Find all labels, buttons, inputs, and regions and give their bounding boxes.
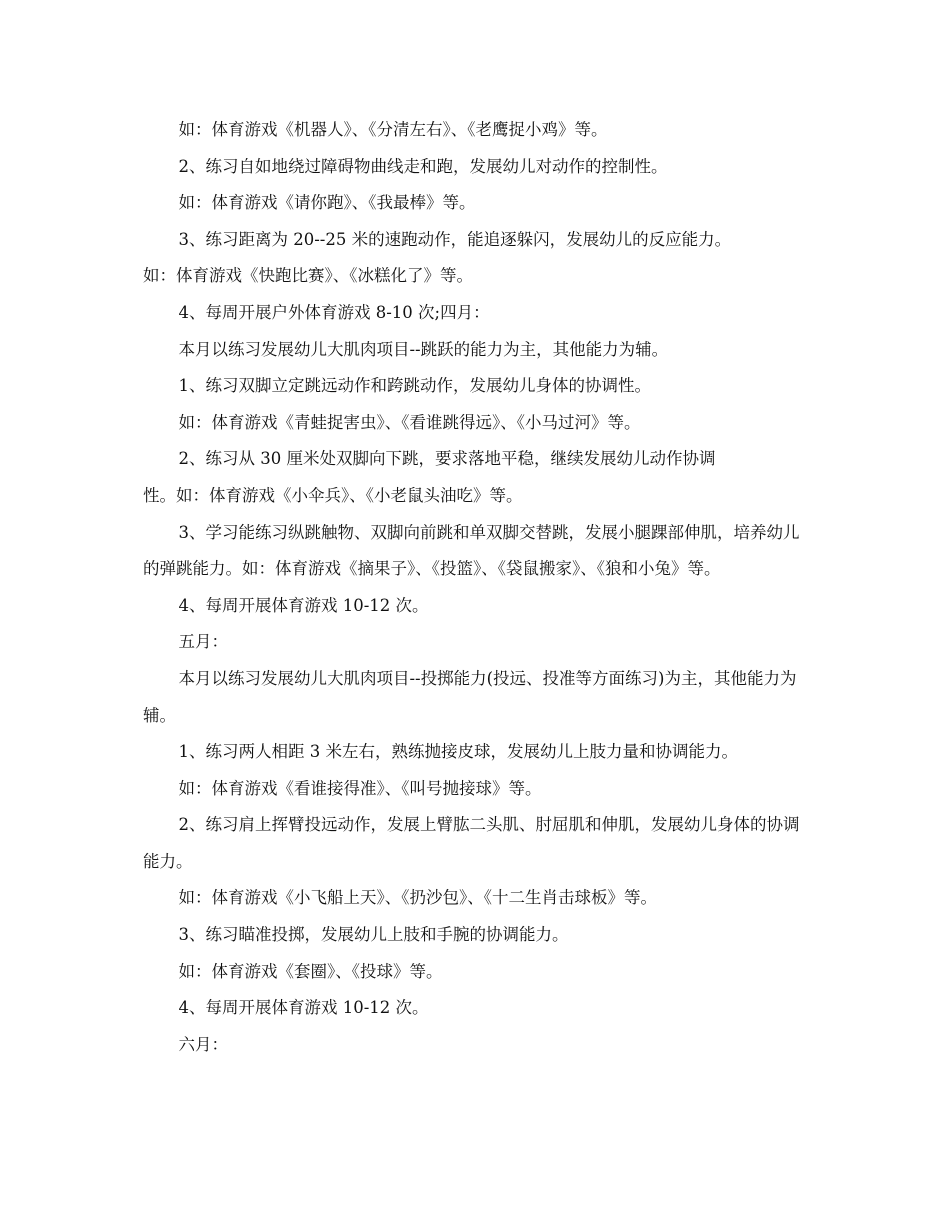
paragraph-8: 1、练习双脚立定跳远动作和跨跳动作，发展幼儿身体的协调性。 (178, 376, 651, 396)
paragraph-18: 如：体育游戏《小飞船上天》、《扔沙包》、《十二生肖击球板》等。 (178, 888, 657, 908)
paragraph-3: 如：体育游戏《请你跑》、《我最棒》等。 (178, 193, 476, 213)
paragraph-19: 3、练习瞄准投掷，发展幼儿上肢和手腕的协调能力。 (178, 925, 569, 945)
section-heading-may: 五月： (178, 632, 228, 652)
paragraph-10: 2、练习从 30 厘米处双脚向下跳，要求落地平稳，继续发展幼儿动作协调 性。如：体育游戏《小伞兵》、《小老鼠头油吃》等。 (143, 449, 716, 505)
paragraph-14: 本月以练习发展幼儿大肌肉项目--投掷能力(投远、投准等方面练习)为主，其他能力为辅。 (143, 668, 797, 725)
document-body (143, 112, 808, 1063)
paragraph-20: 如：体育游戏《套圈》、《投球》等。 (178, 961, 443, 981)
paragraph-9: 如：体育游戏《青蛙捉害虫》、《看谁跳得远》、《小马过河》等。 (178, 412, 641, 432)
paragraph-11: 3、学习能练习纵跳触物、双脚向前跳和单双脚交替跳，发展小腿踝部伸肌，培养幼儿的弹跳能力。如：体育游戏《摘果子》、《投篮》、《袋鼠搬家》、《狼和小兔》等。 (143, 522, 800, 579)
paragraph-5: 如：体育游戏《快跑比赛》、《冰糕化了》等。 (143, 266, 473, 286)
paragraph-1: 如：体育游戏《机器人》、《分清左右》、《老鹰捉小鸡》等。 (178, 120, 608, 139)
section-heading-june: 六月： (178, 1034, 228, 1054)
paragraph-15: 1、练习两人相距 3 米左右，熟练抛接皮球，发展幼儿上肢力量和协调能力。 (178, 742, 738, 762)
paragraph-7: 本月以练习发展幼儿大肌肉项目--跳跃的能力为主，其他能力为辅。 (178, 339, 669, 359)
paragraph-2: 2、练习自如地绕过障碍物曲线走和跑，发展幼儿对动作的控制性。 (178, 156, 668, 176)
paragraph-17: 2、练习肩上挥臂投远动作，发展上臂肱二头肌、肘屈肌和伸肌，发展幼儿身体的协调能力。 (143, 815, 800, 871)
paragraph-21: 4、每周开展体育游戏 10-12 次。 (178, 998, 429, 1018)
paragraph-4: 3、练习距离为 20--25 米的速跑动作，能追逐躲闪，发展幼儿的反应能力。 (178, 229, 732, 249)
paragraph-16: 如：体育游戏《看谁接得准》、《叫号抛接球》等。 (178, 778, 542, 798)
paragraph-12: 4、每周开展体育游戏 10-12 次。 (178, 595, 429, 615)
paragraph-6: 4、每周开展户外体育游戏 8-10 次;四月： (178, 302, 490, 322)
